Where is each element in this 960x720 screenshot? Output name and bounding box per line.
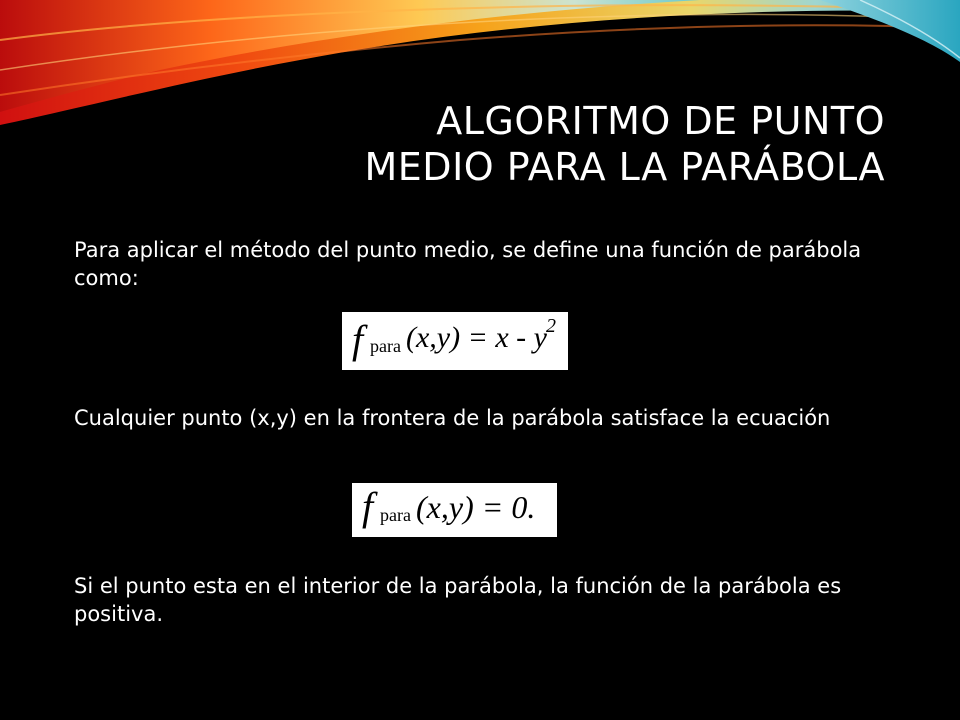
eq1-superscript: 2 <box>546 315 556 337</box>
equation-boundary-zero <box>352 483 557 537</box>
equation-parabola-function <box>342 312 568 370</box>
eq1-subscript: para <box>370 336 401 356</box>
eq2-function-symbol: f <box>362 484 374 529</box>
eq1-body: (x,y) = x - y <box>406 321 547 354</box>
paragraph-definition: Para aplicar el método del punto medio, se define una función de parábola como: <box>74 238 862 290</box>
eq1-function-symbol: f <box>352 317 364 362</box>
eq2-body: (x,y) = 0. <box>416 489 536 525</box>
paragraph-interior: Si el punto esta en el interior de la parábola, la función de la parábola es positiva. <box>74 574 842 626</box>
eq2-subscript: para <box>380 505 411 525</box>
paragraph-boundary: Cualquier punto (x,y) en la frontera de la parábola satisface la ecuación <box>74 406 831 430</box>
title-line-2: MEDIO PARA LA PARÁBOLA <box>364 145 885 189</box>
title-line-1: ALGORITMO DE PUNTO <box>436 99 885 143</box>
slide-title <box>85 98 885 190</box>
